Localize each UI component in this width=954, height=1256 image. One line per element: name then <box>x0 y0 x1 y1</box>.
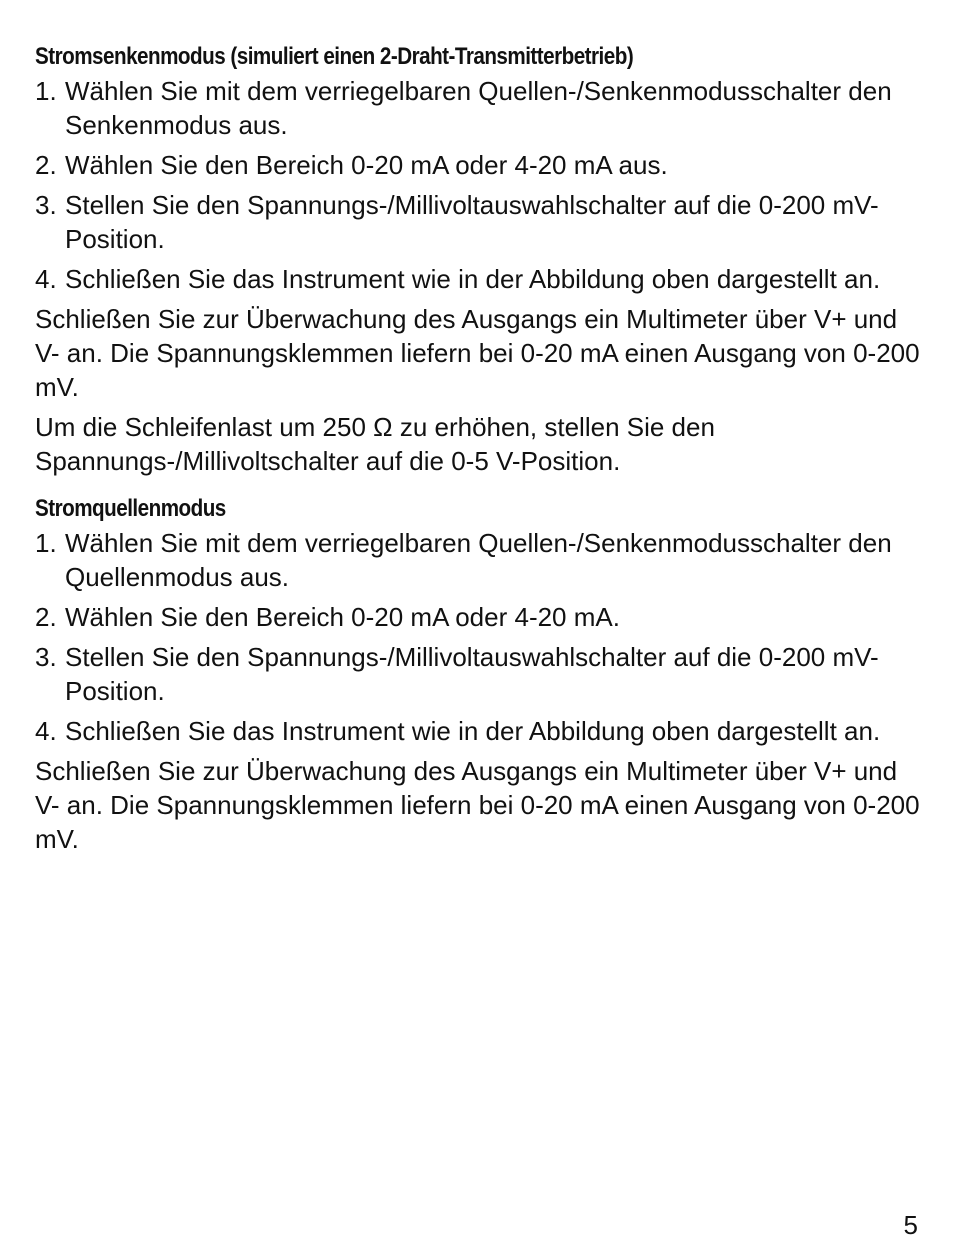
step-text: Wählen Sie den Bereich 0-20 mA oder 4-20 mA. <box>65 602 620 632</box>
step-text: Schließen Sie das Instrument wie in der Abbildung oben dargestellt an. <box>65 716 881 746</box>
section-heading: Stromquellenmodus <box>35 495 226 522</box>
step-number: 3. <box>35 190 57 220</box>
paragraph: Schließen Sie zur Überwachung des Ausgangs ein Multimeter über V+ und V- an. Die Spannungsklemmen liefern bei 0-20 mA einen Ausgang von 0-200 mV. <box>35 304 920 402</box>
step-number: 1. <box>35 76 57 106</box>
step-number: 2. <box>35 150 57 180</box>
list-item <box>35 640 920 708</box>
step-number: 4. <box>35 264 57 294</box>
step-text: Wählen Sie mit dem verriegelbaren Quellen-/Senkenmodusschalter den Senkenmodus aus. <box>65 76 892 140</box>
step-list <box>35 526 920 748</box>
step-text: Wählen Sie mit dem verriegelbaren Quellen-/Senkenmodusschalter den Quellenmodus aus. <box>65 528 892 592</box>
list-item <box>35 600 920 634</box>
list-item <box>35 714 920 748</box>
section-heading: Stromsenkenmodus (simuliert einen 2-Draht-Transmitterbetrieb) <box>35 43 634 70</box>
section-current-source-mode <box>35 492 920 856</box>
paragraph: Schließen Sie zur Überwachung des Ausgangs ein Multimeter über V+ und V- an. Die Spannungsklemmen liefern bei 0-20 mA einen Ausgang von 0-200 mV. <box>35 756 920 854</box>
page-number: 5 <box>903 1210 918 1240</box>
step-number: 1. <box>35 528 57 558</box>
step-number: 2. <box>35 602 57 632</box>
step-text: Schließen Sie das Instrument wie in der Abbildung oben dargestellt an. <box>65 264 881 294</box>
step-number: 3. <box>35 642 57 672</box>
section-current-sink-mode <box>35 40 920 478</box>
list-item <box>35 188 920 256</box>
step-text: Wählen Sie den Bereich 0-20 mA oder 4-20 mA aus. <box>65 150 668 180</box>
step-text: Stellen Sie den Spannungs-/Millivoltauswahlschalter auf die 0-200 mV-Position. <box>65 642 879 706</box>
step-list <box>35 74 920 296</box>
list-item <box>35 148 920 182</box>
document-page <box>35 40 920 862</box>
step-text: Stellen Sie den Spannungs-/Millivoltauswahlschalter auf die 0-200 mV-Position. <box>65 190 879 254</box>
list-item <box>35 262 920 296</box>
list-item <box>35 74 920 142</box>
step-number: 4. <box>35 716 57 746</box>
list-item <box>35 526 920 594</box>
paragraph: Um die Schleifenlast um 250 Ω zu erhöhen, stellen Sie den Spannungs-/Millivoltschalter auf die 0-5 V-Position. <box>35 412 715 476</box>
